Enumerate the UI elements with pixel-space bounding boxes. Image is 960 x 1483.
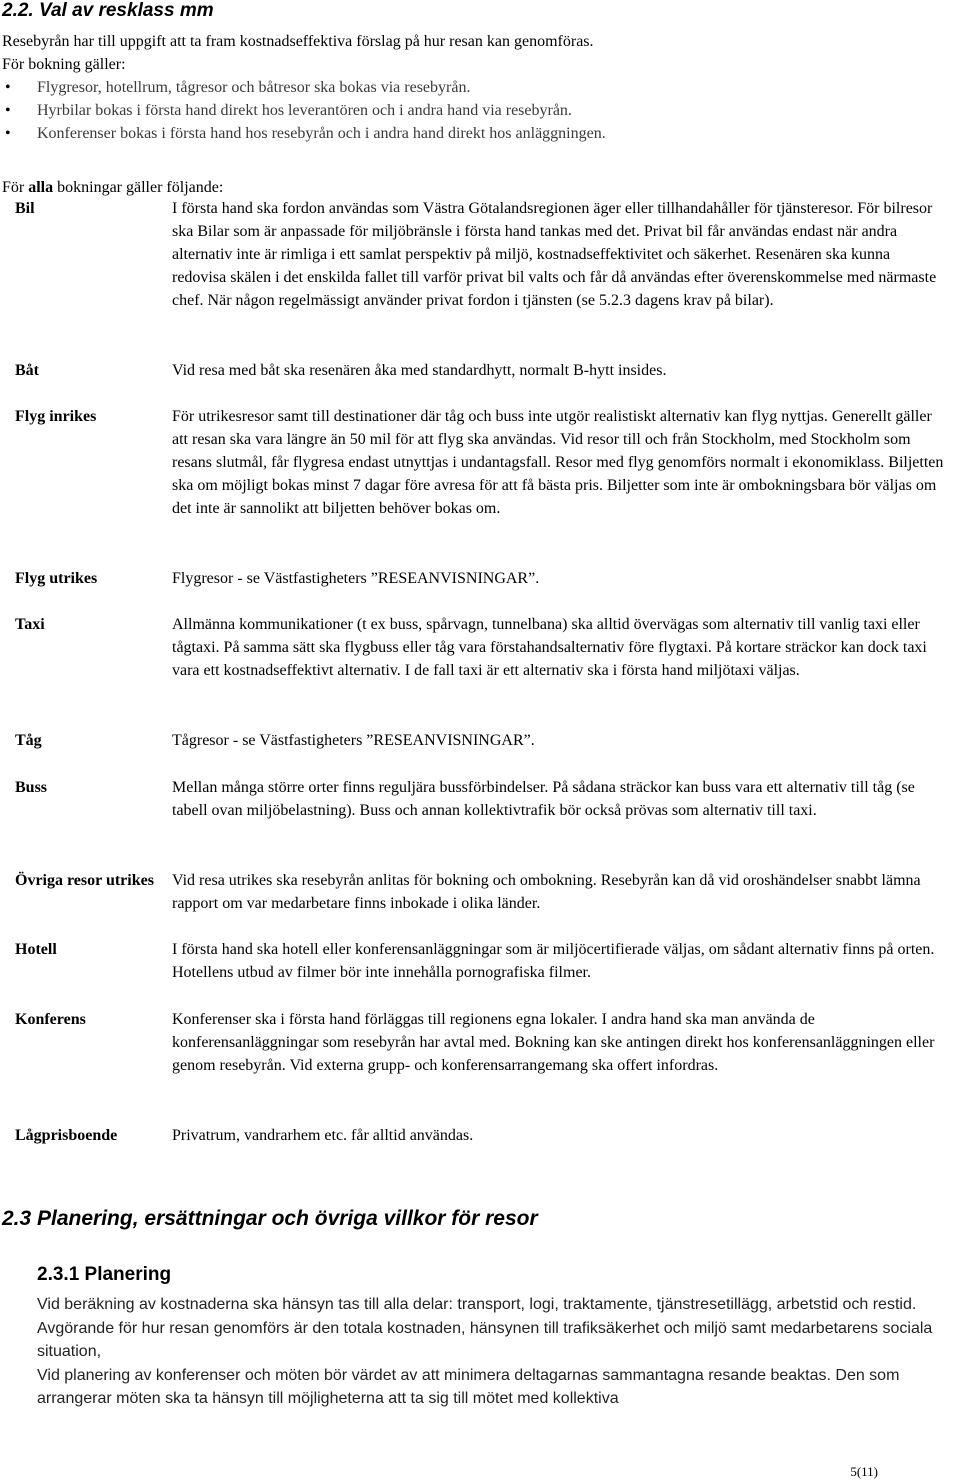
rule-description: Vid resa utrikes ska resebyrån anlitas för bokning och ombokning. Resebyrån kan då vid oroshändelser snabbt lämna rapport om var medarbetare finns inbokade i olika länder. bbox=[172, 872, 921, 912]
rule-hotell bbox=[15, 938, 945, 984]
bullet-text: Flygresor, hotellrum, tågresor och båtresor ska bokas via resebyrån. bbox=[37, 79, 471, 96]
rule-term: Tåg bbox=[15, 732, 42, 749]
bullet-item bbox=[2, 76, 947, 99]
rule-term: Konferens bbox=[15, 1011, 86, 1028]
rule-description: Tågresor - se Västfastigheters ”RESEANVISNINGAR”. bbox=[172, 732, 535, 749]
planning-paragraph: Vid planering av konferenser och möten bör värdet av att minimera deltagarnas sammantagna resande beaktas. Den som arrangerar möten ska ta hänsyn till möjligheterna att ta sig till mötet med kollektiva bbox=[37, 1366, 900, 1407]
section-heading-2-3: 2.3 Planering, ersättningar och övriga villkor för resor bbox=[2, 1207, 538, 1230]
bullet-item bbox=[2, 99, 947, 122]
rule-term: Flyg inrikes bbox=[15, 408, 97, 425]
section-heading-2-2: 2.2. Val av resklass mm bbox=[2, 0, 214, 21]
bullet-text: Hyrbilar bokas i första hand direkt hos leverantören och i andra hand via resebyrån. bbox=[37, 102, 572, 119]
bullet-icon: • bbox=[5, 79, 11, 96]
rule-konferens bbox=[15, 1008, 945, 1077]
rule-term: Flyg utrikes bbox=[15, 570, 98, 587]
all-bookings-intro bbox=[2, 176, 223, 199]
rule-buss bbox=[15, 776, 945, 822]
rule-lagprisboende bbox=[15, 1124, 945, 1147]
rule-term: Hotell bbox=[15, 941, 57, 958]
rule-description: Mellan många större orter finns reguljära bussförbindelser. På sådana sträckor kan buss vara ett alternativ till tåg (se tabell ovan miljöbelastning). Buss och annan kollektivtrafik bör också prövas som alternativ till taxi. bbox=[172, 779, 915, 819]
rule-description: Privatrum, vandrarhem etc. får alltid användas. bbox=[172, 1127, 474, 1144]
rule-flyg-utrikes bbox=[15, 567, 945, 590]
rule-description: Vid resa med båt ska resenären åka med standardhytt, normalt B-hytt insides. bbox=[172, 362, 667, 379]
rule-ovriga-resor-utrikes bbox=[15, 869, 945, 915]
rule-description: I första hand ska hotell eller konferensanläggningar som är miljöcertifierade väljas, om sådant alternativ finns på orten. Hotellens utbud av filmer bör inte innehålla pornografiska filmer. bbox=[172, 941, 935, 981]
all-bookings-pre: För bbox=[2, 179, 29, 196]
rule-bil bbox=[15, 197, 945, 312]
rule-term: Buss bbox=[15, 779, 48, 796]
rule-tag bbox=[15, 729, 945, 752]
rule-description: Flygresor - se Västfastigheters ”RESEANVISNINGAR”. bbox=[172, 570, 540, 587]
rule-description: Konferenser ska i första hand förläggas till regionens egna lokaler. I andra hand ska man använda de konferensanläggningar som resebyrån har avtal med. Bokning kan ske antingen direkt hos konferensanläggningen eller genom resebyrån. Vid externa grupp- och konferensarrangemang ska offert infordras. bbox=[172, 1011, 935, 1074]
rule-taxi bbox=[15, 613, 945, 682]
intro-line: För bokning gäller: bbox=[2, 56, 126, 73]
rule-term: Lågprisboende bbox=[15, 1127, 118, 1144]
planning-paragraph: Vid beräkning av kostnaderna ska hänsyn tas till alla delar: transport, logi, traktamente, tjänstresetillägg, arbetstid och restid. Avgörande för hur resan genomförs är den totala kostnaden, hänsynen till trafiksäkerhet och miljö samt medarbetarens sociala situation, bbox=[37, 1296, 933, 1360]
all-bookings-post: bokningar gäller följande: bbox=[53, 179, 224, 196]
all-bookings-emphasis: alla bbox=[28, 179, 54, 196]
booking-bullet-list bbox=[2, 76, 947, 145]
rule-description: I första hand ska fordon användas som Västra Götalandsregionen äger eller tillhandahåller för tjänsteresor. För bilresor ska Bilar som är anpassade för miljöbränsle i första hand tankas med det. Privat bil får användas endast när andra alternativ inte är rimliga i ett samlat perspektiv på miljö, kostnadseffektivitet och säkerhet. Resenären ska kunna redovisa skälen i det enskilda fallet till varför privat bil valts och får då användas efter överenskommelse med närmaste chef. När någon regelmässigt använder privat fordon i tjänsten (se 5.2.3 dagens krav på bilar). bbox=[172, 200, 937, 309]
subsection-heading-2-3-1: 2.3.1 Planering bbox=[37, 1264, 172, 1285]
bullet-text: Konferenser bokas i första hand hos resebyrån och i andra hand direkt hos anläggningen. bbox=[37, 125, 606, 142]
rule-flyg-inrikes bbox=[15, 405, 945, 520]
rule-description: Allmänna kommunikationer (t ex buss, spårvagn, tunnelbana) ska alltid övervägas som alternativ till vanlig taxi eller tågtaxi. På samma sätt ska flygbuss eller tåg vara förstahandsalternativ före flygtaxi. På kortare sträckor kan dock taxi vara ett kostnadseffektivt alternativ. I de fall taxi är ett alternativ ska i första hand miljötaxi väljas. bbox=[172, 616, 927, 679]
planning-body bbox=[37, 1293, 937, 1411]
rule-description: För utrikesresor samt till destinationer där tåg och buss inte utgör realistiskt alternativ kan flyg nyttjas. Generellt gäller att resan ska vara längre än 50 mil för att flyg ska användas. Vid resor till och från Stockholm, med Stockholm som resans slutmål, får flygresa endast utnyttjas i undantagsfall. Resor med flyg genomförs normalt i ekonomiklass. Biljetten ska om möjligt bokas minst 7 dagar före avresa för att få bästa pris. Biljetter som inte är ombokningsbara bör väljas om det inte är sannolikt att biljetten behöver bokas om. bbox=[172, 408, 944, 517]
page-number: 5(11) bbox=[850, 1464, 878, 1479]
rule-bat bbox=[15, 359, 945, 382]
bullet-item bbox=[2, 122, 947, 145]
rule-term: Båt bbox=[15, 362, 39, 379]
rule-term: Bil bbox=[15, 200, 35, 217]
bullet-icon: • bbox=[5, 102, 11, 119]
rule-term: Övriga resor utrikes bbox=[15, 872, 154, 889]
bullet-icon: • bbox=[5, 125, 11, 142]
intro-block bbox=[2, 30, 947, 145]
intro-line: Resebyrån har till uppgift att ta fram kostnadseffektiva förslag på hur resan kan genomföras. bbox=[2, 33, 594, 50]
rule-term: Taxi bbox=[15, 616, 45, 633]
